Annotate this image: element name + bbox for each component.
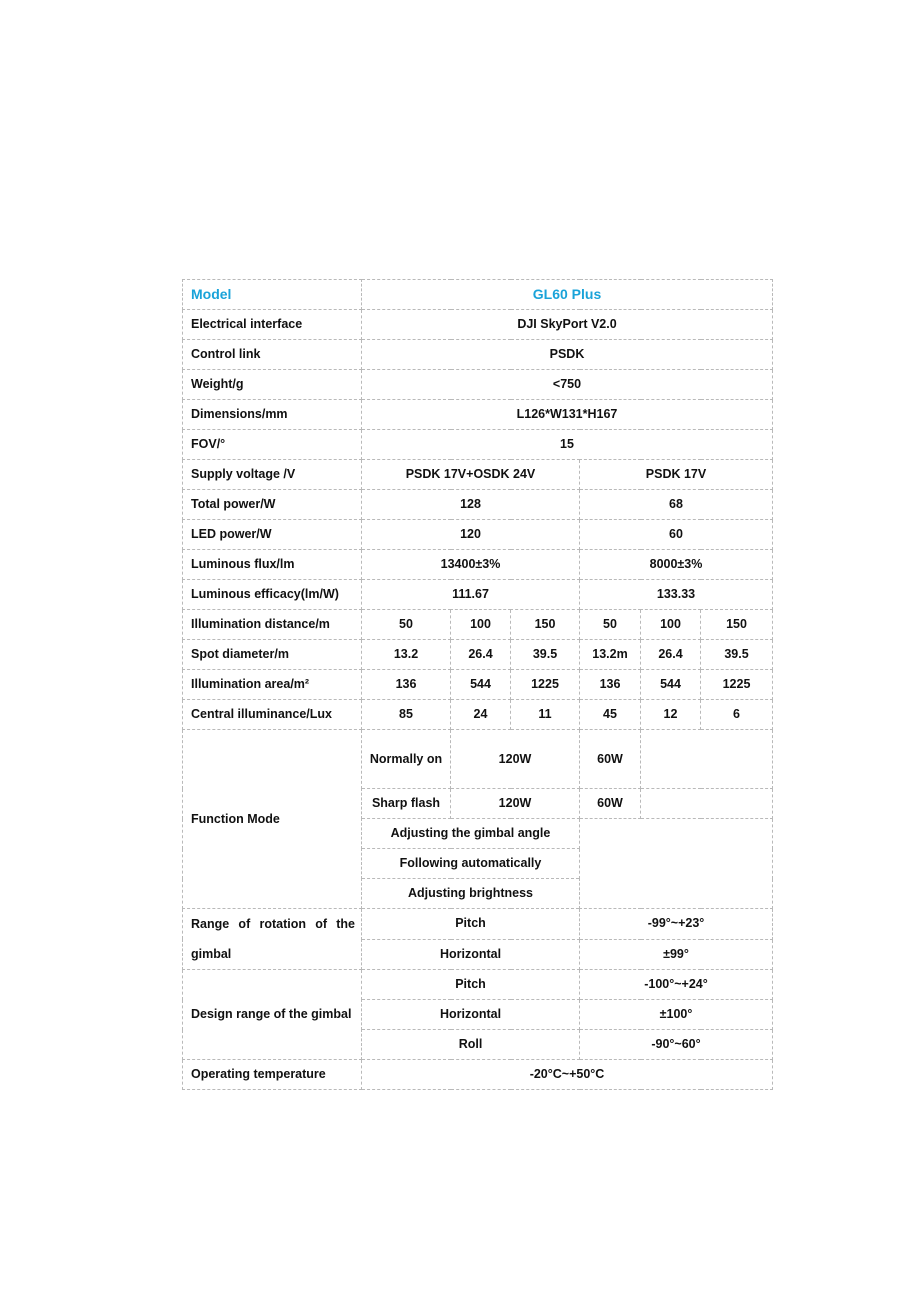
row-label: Supply voltage /V [183, 460, 362, 490]
header-value: GL60 Plus [362, 280, 773, 310]
row-value: 68 [580, 490, 773, 520]
row-value: 8000±3% [580, 550, 773, 580]
cell-value: 39.5 [701, 640, 773, 670]
row-label: Total power/W [183, 490, 362, 520]
axis-label: Roll [362, 1030, 580, 1060]
table-row [183, 610, 773, 640]
table-row [183, 700, 773, 730]
cell-value: 6 [701, 700, 773, 730]
sharp-flash-label: Sharp flash [362, 789, 451, 819]
axis-label: Horizontal [362, 939, 580, 970]
row-label: LED power/W [183, 520, 362, 550]
cell-value: 120W [451, 789, 580, 819]
axis-value: -90°~60° [580, 1030, 773, 1060]
row-value: 60 [580, 520, 773, 550]
table-row [183, 490, 773, 520]
empty-cell [580, 819, 773, 909]
row-label: Central illuminance/Lux [183, 700, 362, 730]
header-label: Model [183, 280, 362, 310]
row-label: Illumination area/m² [183, 670, 362, 700]
cell-value: 150 [511, 610, 580, 640]
cell-value: 50 [362, 610, 451, 640]
design-range-label: Design range of the gimbal [183, 970, 362, 1060]
cell-value: 60W [580, 789, 641, 819]
row-label: Control link [183, 340, 362, 370]
row-label: FOV/° [183, 430, 362, 460]
feature-item: Adjusting the gimbal angle [362, 819, 580, 849]
row-value: L126*W131*H167 [362, 400, 773, 430]
row-label: Luminous efficacy(lm/W) [183, 580, 362, 610]
spec-table [182, 279, 773, 1090]
row-value: DJI SkyPort V2.0 [362, 310, 773, 340]
cell-value: 50 [580, 610, 641, 640]
cell-value: 1225 [511, 670, 580, 700]
table-row [183, 400, 773, 430]
cell-value: 13.2 [362, 640, 451, 670]
table-row [183, 580, 773, 610]
axis-label: Pitch [362, 970, 580, 1000]
cell-value: 11 [511, 700, 580, 730]
row-label: Electrical interface [183, 310, 362, 340]
axis-value: -100°~+24° [580, 970, 773, 1000]
table-row [183, 280, 773, 310]
axis-value: ±100° [580, 1000, 773, 1030]
cell-value: 544 [641, 670, 701, 700]
cell-value: 100 [451, 610, 511, 640]
axis-value: -99°~+23° [580, 909, 773, 940]
row-label: Dimensions/mm [183, 400, 362, 430]
cell-value: 39.5 [511, 640, 580, 670]
row-label: Operating temperature [183, 1060, 362, 1090]
table-row [183, 640, 773, 670]
cell-value: 1225 [701, 670, 773, 700]
table-row [183, 370, 773, 400]
table-row [183, 520, 773, 550]
table-row [183, 340, 773, 370]
normally-on-label: Normally on [362, 730, 451, 789]
row-value: 13400±3% [362, 550, 580, 580]
cell-value: 12 [641, 700, 701, 730]
table-row [183, 460, 773, 490]
table-row [183, 730, 773, 789]
cell-value: 120W [451, 730, 580, 789]
row-label: Illumination distance/m [183, 610, 362, 640]
cell-value: 136 [362, 670, 451, 700]
feature-item: Following automatically [362, 849, 580, 879]
row-value: <750 [362, 370, 773, 400]
table-row [183, 670, 773, 700]
table-row [183, 550, 773, 580]
row-value: PSDK 17V [580, 460, 773, 490]
rotation-range-label: Range of rotation of the gimbal [183, 909, 362, 970]
table-row [183, 430, 773, 460]
row-label: Weight/g [183, 370, 362, 400]
axis-label: Horizontal [362, 1000, 580, 1030]
cell-value: 85 [362, 700, 451, 730]
row-value: -20°C~+50°C [362, 1060, 773, 1090]
axis-value: ±99° [580, 939, 773, 970]
cell-value: 544 [451, 670, 511, 700]
cell-value: 26.4 [641, 640, 701, 670]
row-value: 111.67 [362, 580, 580, 610]
row-value: PSDK [362, 340, 773, 370]
table-row [183, 909, 773, 940]
cell-value: 13.2m [580, 640, 641, 670]
table-row [183, 310, 773, 340]
cell-value: 24 [451, 700, 511, 730]
table-row [183, 1060, 773, 1090]
feature-item: Adjusting brightness [362, 879, 580, 909]
empty-cell [641, 730, 773, 789]
row-value: 133.33 [580, 580, 773, 610]
row-label: Spot diameter/m [183, 640, 362, 670]
cell-value: 150 [701, 610, 773, 640]
row-value: 15 [362, 430, 773, 460]
axis-label: Pitch [362, 909, 580, 940]
row-label: Luminous flux/lm [183, 550, 362, 580]
row-value: PSDK 17V+OSDK 24V [362, 460, 580, 490]
cell-value: 60W [580, 730, 641, 789]
cell-value: 100 [641, 610, 701, 640]
empty-cell [641, 789, 773, 819]
function-mode-label: Function Mode [183, 730, 362, 909]
cell-value: 136 [580, 670, 641, 700]
row-value: 128 [362, 490, 580, 520]
cell-value: 45 [580, 700, 641, 730]
cell-value: 26.4 [451, 640, 511, 670]
table-row [183, 970, 773, 1000]
row-value: 120 [362, 520, 580, 550]
